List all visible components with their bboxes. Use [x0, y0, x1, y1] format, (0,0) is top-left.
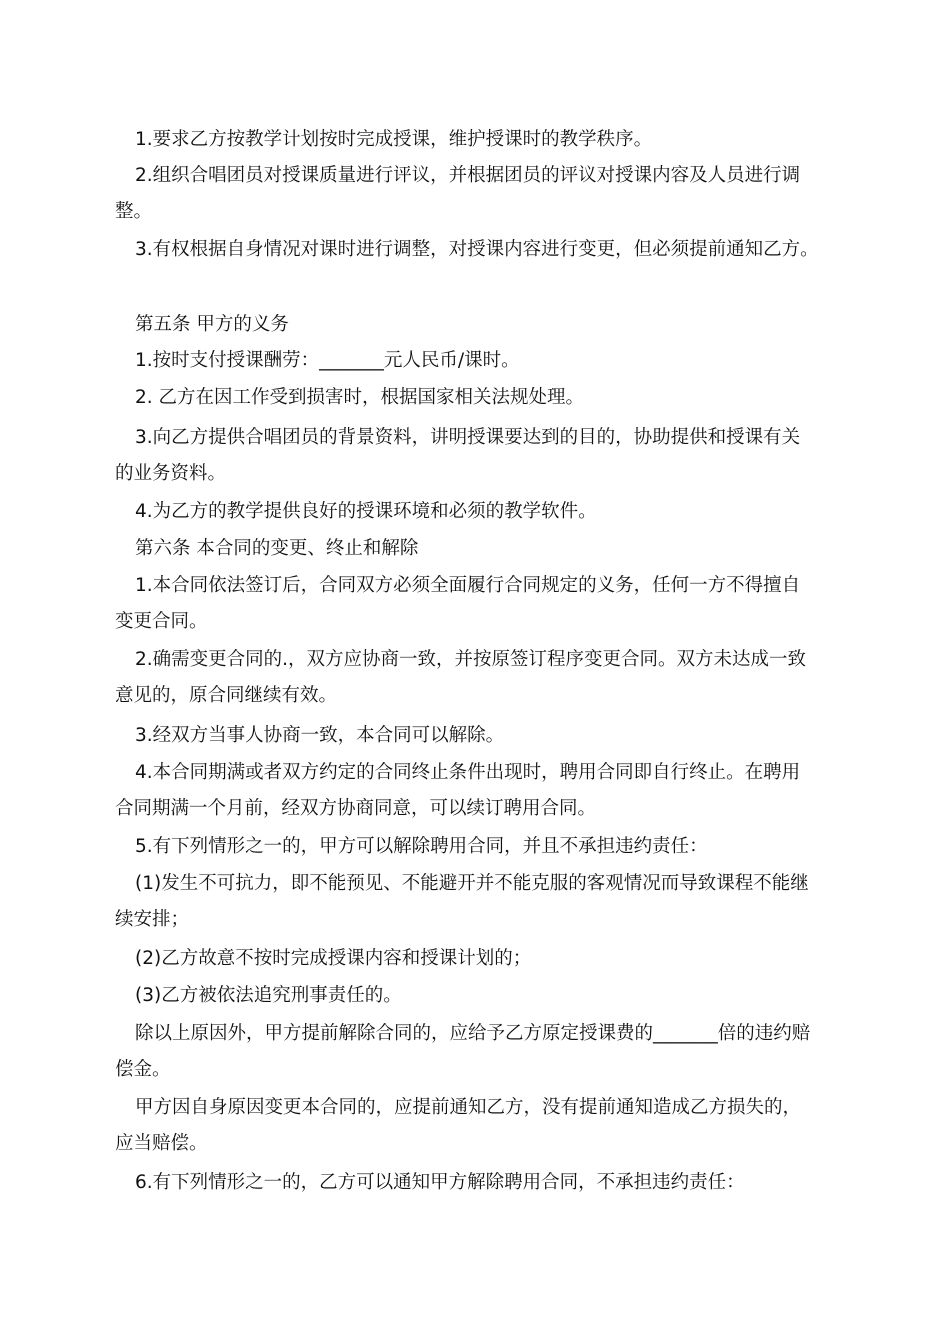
- sub-item-3: [115, 978, 855, 1014]
- text-line: 除以上原因外，甲方提前解除合同的，应给予乙方原定授课费的_______倍的违约赔: [135, 1023, 811, 1044]
- clause-6-item-4: [115, 755, 855, 827]
- text-line: 合同期满一个月前，经双方协商同意，可以续订聘用合同。: [115, 798, 597, 819]
- clause-4-item-3: [115, 232, 855, 268]
- section-heading-5: [115, 307, 855, 343]
- text-line: 2. 乙方在因工作受到损害时，根据国家相关法规处理。: [135, 387, 585, 408]
- text-line: 1.本合同依法签订后，合同双方必须全面履行合同规定的义务，任何一方不得擅自: [135, 575, 801, 596]
- text-line: (2)乙方故意不按时完成授课内容和授课计划的；: [135, 948, 532, 969]
- clause-6-item-3: [115, 718, 855, 754]
- sub-item-1: [115, 866, 855, 938]
- text-line: 甲方因自身原因变更本合同的，应提前通知乙方，没有提前通知造成乙方损失的，: [135, 1097, 802, 1118]
- clause-6-item-2: [115, 642, 855, 714]
- clause-6-item-1: [115, 568, 855, 640]
- penalty-paragraph: [115, 1016, 855, 1088]
- section-heading-6: [115, 531, 855, 567]
- text-line: 3.经双方当事人协商一致，本合同可以解除。: [135, 725, 505, 746]
- compensation-paragraph: [115, 1090, 855, 1162]
- clause-5-item-4: [115, 494, 855, 530]
- text-line: 意见的，原合同继续有效。: [115, 685, 338, 706]
- text-line: 4.为乙方的教学提供良好的授课环境和必须的教学软件。: [135, 501, 597, 522]
- text-line: 3.有权根据自身情况对课时进行调整，对授课内容进行变更，但必须提前通知乙方。: [135, 239, 819, 260]
- text-line: 1.要求乙方按教学计划按时完成授课，维护授课时的教学秩序。: [135, 129, 653, 150]
- clause-4-item-2: [115, 158, 855, 230]
- heading-text: 第五条 甲方的义务: [135, 314, 289, 335]
- text-line: 的业务资料。: [115, 463, 227, 484]
- text-line: 变更合同。: [115, 611, 208, 632]
- text-line: 2.组织合唱团员对授课质量进行评议，并根据团员的评议对授课内容及人员进行调: [135, 165, 801, 186]
- sub-item-2: [115, 941, 855, 977]
- text-line: 续安排；: [115, 909, 190, 930]
- text-line: 4.本合同期满或者双方约定的合同终止条件出现时，聘用合同即自行终止。在聘用: [135, 762, 801, 783]
- heading-text: 第六条 本合同的变更、终止和解除: [135, 538, 419, 559]
- text-line: 偿金。: [115, 1059, 171, 1080]
- text-line: 2.确需变更合同的.，双方应协商一致，并按原签订程序变更合同。双方未达成一致: [135, 649, 807, 670]
- text-line: 3.向乙方提供合唱团员的背景资料，讲明授课要达到的目的，协助提供和授课有关: [135, 427, 801, 448]
- text-line: 整。: [115, 201, 153, 222]
- text-line: 1.按时支付授课酬劳：_______元人民币/课时。: [135, 350, 520, 371]
- clause-6-item-5: [115, 829, 855, 865]
- clause-4-item-1: [115, 122, 855, 158]
- text-line: (1)发生不可抗力，即不能预见、不能避开并不能克服的客观情况而导致课程不能继: [135, 873, 809, 894]
- text-line: 应当赔偿。: [115, 1133, 208, 1154]
- text-line: (3)乙方被依法追究刑事责任的。: [135, 985, 402, 1006]
- clause-6-item-6: [115, 1165, 855, 1201]
- clause-5-item-3: [115, 420, 855, 492]
- clause-5-item-2: [115, 380, 855, 416]
- text-line: 6.有下列情形之一的，乙方可以通知甲方解除聘用合同，不承担违约责任：: [135, 1172, 745, 1193]
- text-line: 5.有下列情形之一的，甲方可以解除聘用合同，并且不承担违约责任：: [135, 836, 708, 857]
- clause-5-item-1: [115, 343, 855, 379]
